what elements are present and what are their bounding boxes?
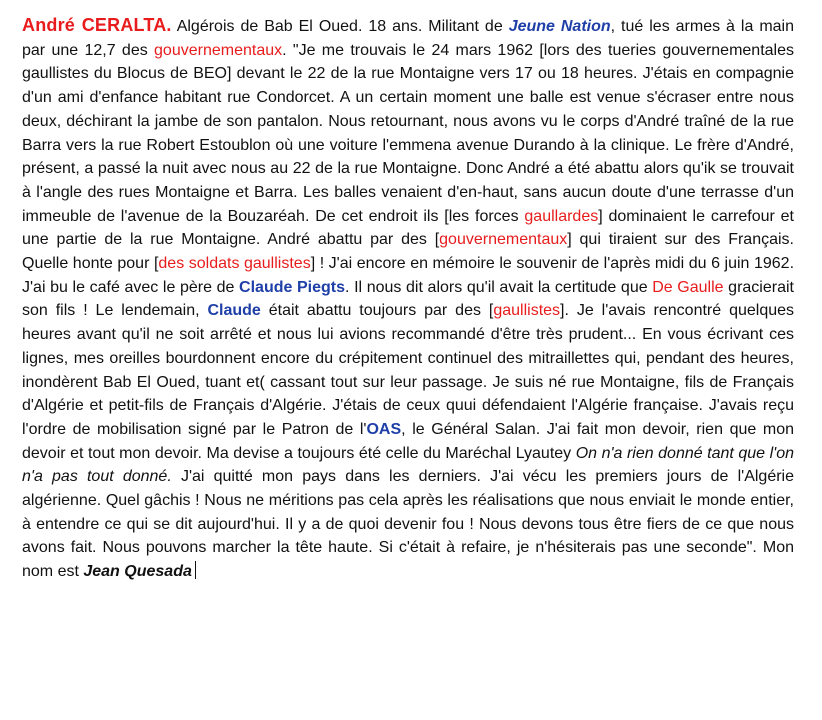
text-segment: . Il nous dit alors qu'il avait la certitude que xyxy=(345,278,653,296)
jeune-nation-link: Jeune Nation xyxy=(508,18,611,35)
person-name: André CERALTA. xyxy=(22,15,172,35)
text-segment: Algérois de Bab El Oued. 18 ans. Militant de xyxy=(171,18,509,35)
claude-piegts-name: Claude Piegts xyxy=(239,278,346,296)
highlight-gaullistes: gaullistes xyxy=(493,302,561,320)
oas-acronym: OAS xyxy=(366,420,402,438)
claude-name: Claude xyxy=(207,302,261,320)
testimony-paragraph xyxy=(22,14,794,584)
text-segment: ]. Je l'avais rencontré quelques heures avant qu'il ne soit arrêté et nous lui avions recommandé d'être très prudent... En vous écrivant ces lignes, mes oreilles bourdonnent encore du crépitement continuel des mitraillettes qui, pendant des heures, inondèrent Bab El Oued, tuant et( cassant tout sur leur passage. Je suis né rue Montaigne, fils de Français d'Algérie et petit-fils de Français d'Algérie. J'étais de ceux quui défendaient l'Algérie française. J'avais reçu l'ordre de mobilisation signé par le Patron de l' xyxy=(22,302,795,438)
text-segment: J'ai quitté mon pays dans les derniers. J'ai vécu les premiers jours de l'Algérie algérienne. Quel gâchis ! Nous ne méritions pas cela après les réalisations que nous enviait le monde entier, à entendre ce qui se dit aujourd'hui. Il y a de quoi devenir fou ! Nous devons tous être fiers de ce que nous avons fait. Nous pouvons marcher la tête haute. Si c'était à refaire, je n'hésiterais pas une seconde". Mon nom est xyxy=(22,468,794,581)
signature-name: Jean Quesada xyxy=(83,563,192,581)
text-segment: était abattu toujours par des [ xyxy=(260,302,494,320)
highlight-gaullardes: gaullardes xyxy=(524,207,599,225)
highlight-soldats-gaullistes: des soldats gaullistes xyxy=(158,255,311,273)
text-segment: ] ! J'ai encore en mémoire le souvenir de l'après midi du 6 juin 1962. J'ai bu le café avec le père de xyxy=(22,255,795,296)
text-segment: ] qui tiraient sur des Français. Quelle honte pour [ xyxy=(22,231,795,273)
text-segment: ] dominaient le carrefour et une partie de la rue Montaigne. André abattu par des [ xyxy=(22,207,795,249)
text-segment: gracierait son fils ! Le lendemain, xyxy=(22,278,794,320)
text-segment: , tué les armes à la main par une 12,7 des xyxy=(22,18,794,59)
text-cursor xyxy=(195,561,196,579)
lyautey-quote: On n'a rien donné tant que l'on n'a pas tout donné. xyxy=(22,444,794,486)
text-segment: , le Général Salan. J'ai fait mon devoir, rien que mon devoir et tout mon devoir. Ma devise a toujours été celle du Maréchal Lyautey xyxy=(22,420,794,462)
highlight-de-gaulle: De Gaulle xyxy=(652,278,724,296)
highlight-gouvernementaux: gouvernementaux xyxy=(439,231,568,249)
highlight-gouvernementaux: gouvernementaux xyxy=(154,41,283,59)
text-segment: . "Je me trouvais le 24 mars 1962 [lors des tueries gouvernementales gaullistes du Blocus de BEO] devant le 22 de la rue Montaigne vers 17 ou 18 heures. J'étais en compagnie d'un ami d'enfance habitant rue Condorcet. A un certain moment une balle est venue s'écraser entre nous deux, déchirant la jambe de son pantalon. Nous retournant, nous avons vu le corps d'André traîné de la rue Barra vers la rue Robert Estoublon où une voiture l'emmena avenue Durando à la clinique. Le frère d'André, présent, a passé la nuit avec nous au 22 de la rue Montaigne. Donc André a été abattu alors qu'ik se trouvait à l'angle des rues Montaigne et Barra. Les balles venaient d'en-haut, sans aucun doute d'une terrasse d'un immeuble de l'avenue de la Bouzaréah. De cet endroit ils [les forces xyxy=(22,41,794,225)
